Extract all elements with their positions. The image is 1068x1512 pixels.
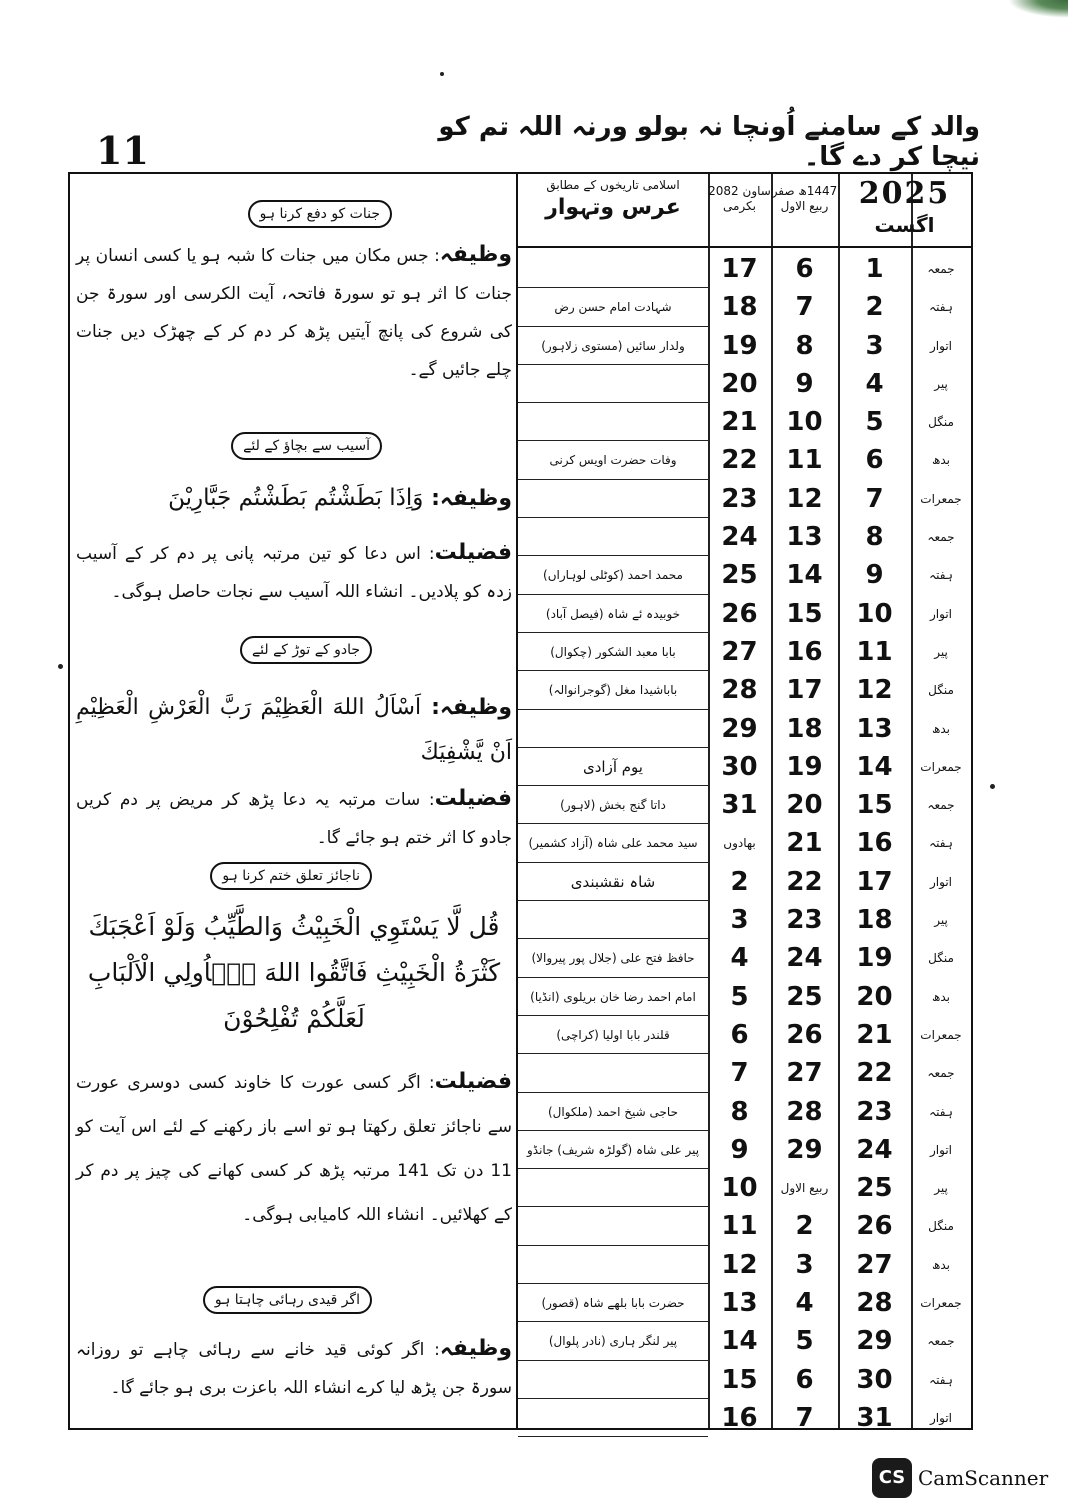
cell-date: 10	[856, 598, 893, 629]
gregorian-header	[838, 174, 971, 248]
cell-hijri: 22	[786, 866, 823, 897]
cell-weekday: اتوار	[929, 338, 952, 353]
cell-desi: 17	[721, 254, 758, 284]
cell-weekday: ہفتہ	[929, 300, 953, 315]
cell-hijri: 13	[786, 522, 823, 553]
calendar-row	[518, 1399, 971, 1437]
cell-hijri: 15	[786, 598, 823, 629]
margin-dot	[58, 664, 63, 669]
cell-weekday: ہفتہ	[929, 1372, 953, 1387]
cell-hijri: 17	[786, 675, 823, 706]
fazilat-text: : سات مرتبہ یہ دعا پڑھ کر مریض پر دم کریں جادو کا اثر ختم ہو جائے گا۔	[76, 790, 512, 848]
cell-date: 21	[856, 1019, 893, 1050]
cell-hijri: 10	[786, 407, 823, 438]
cell-weekday: جمعرات	[920, 1296, 962, 1311]
cell-desi: 29	[721, 713, 758, 744]
header-proverb: والد کے سامنے اُونچا نہ بولو ورنہ اللہ تم کو نیچا کر دے گا۔	[438, 112, 980, 172]
cell-desi: 20	[721, 368, 758, 399]
cell-hijri: 27	[786, 1058, 823, 1089]
calendar-row	[518, 1284, 971, 1322]
cell-weekday: بدھ	[931, 989, 951, 1004]
margin-dot	[440, 72, 444, 76]
cell-weekday: جمعہ	[927, 1334, 955, 1349]
cell-date: 23	[856, 1096, 893, 1127]
calendar-header	[518, 174, 971, 248]
cell-hijri: 5	[795, 1326, 814, 1357]
cell-date: 27	[856, 1249, 893, 1280]
cell-desi: بھادوں	[723, 836, 756, 851]
calendar-row	[518, 1169, 971, 1207]
cell-event	[518, 1361, 708, 1399]
cell-hijri: 28	[786, 1096, 823, 1127]
cell-hijri: 6	[795, 1364, 814, 1395]
cell-hijri: 25	[786, 981, 823, 1012]
cell-event: داتا گنج بخش (لاہور)	[518, 786, 708, 824]
cell-weekday: پیر	[934, 644, 948, 659]
section-jadu-wazifa: وظیفہ: اَسْاَلُ اللهَ الْعَظِيْمَ رَبَّ الْعَرْشِ الْعَظِيْمِ اَنْ يَّشْفِيَكَ	[76, 695, 512, 765]
events-title: عرس وتہوار	[545, 195, 681, 220]
camscanner-logo: CS	[872, 1458, 912, 1498]
cell-hijri: 11	[786, 445, 823, 476]
section-aseeb-fazilat	[76, 534, 512, 611]
calendar-row	[518, 978, 971, 1016]
cell-date: 1	[865, 254, 884, 284]
cell-weekday: پیر	[934, 376, 948, 391]
calendar-table	[518, 174, 971, 1433]
section-title-najaiz: ناجائز تعلق ختم کرنا ہو	[210, 862, 372, 890]
calendar-row	[518, 250, 971, 288]
cell-desi: 12	[721, 1249, 758, 1280]
calendar-row	[518, 1054, 971, 1092]
cell-desi: 8	[730, 1096, 749, 1127]
cell-desi: 23	[721, 483, 758, 514]
cell-desi: 24	[721, 522, 758, 553]
cell-date: 15	[856, 790, 893, 821]
cell-weekday: اتوار	[929, 606, 952, 621]
cell-desi: 21	[721, 407, 758, 438]
cell-weekday: اتوار	[929, 874, 952, 889]
cell-weekday: ہفتہ	[929, 568, 953, 583]
section-jadu-fazilat	[76, 780, 512, 857]
cell-hijri: 4	[795, 1288, 814, 1319]
cell-desi: 4	[730, 943, 749, 974]
cell-date: 31	[856, 1402, 893, 1433]
cell-event	[518, 1169, 708, 1207]
cell-desi: 11	[721, 1211, 758, 1242]
calendar-row	[518, 365, 971, 403]
cell-hijri: 19	[786, 751, 823, 782]
cell-desi: 27	[721, 636, 758, 667]
calendar-row	[518, 441, 971, 479]
fazilat-text: : اس دعا کو تین مرتبہ پانی پر دم کر کے آسیب زدہ کو پلادیں۔ انشاء اللہ آسیب سے نجات حاصل ہوگی۔	[76, 544, 512, 602]
cell-desi: 18	[721, 292, 758, 323]
cell-date: 13	[856, 713, 893, 744]
cell-event	[518, 1207, 708, 1245]
cell-weekday: منگل	[928, 951, 954, 966]
cell-hijri: 7	[795, 1402, 814, 1433]
cell-date: 26	[856, 1211, 893, 1242]
calendar-rows	[518, 250, 971, 1437]
cell-event: سید محمد علی شاہ (آزاد کشمیر)	[518, 824, 708, 862]
cell-event	[518, 518, 708, 556]
cell-weekday: جمعہ	[927, 530, 955, 545]
cell-desi: 31	[721, 790, 758, 821]
fazilat-label: فضیلت	[434, 786, 512, 811]
cell-date: 12	[856, 675, 893, 706]
margin-dot	[990, 784, 995, 789]
cell-desi: 16	[721, 1402, 758, 1433]
cell-weekday: جمعرات	[920, 1027, 962, 1042]
calendar-month: اگست	[874, 213, 935, 237]
wazifa-arabic: اَسْاَلُ اللهَ الْعَظِيْمَ رَبَّ الْعَرْشِ الْعَظِيْمِ اَنْ يَّشْفِيَكَ	[76, 695, 512, 765]
cell-desi: 22	[721, 445, 758, 476]
cell-desi: 2	[730, 866, 749, 897]
calendar-row	[518, 1016, 971, 1054]
cell-date: 30	[856, 1364, 893, 1395]
cell-event: باباشیدا مغل (گوجرانوالہ)	[518, 671, 708, 709]
cell-event	[518, 365, 708, 403]
cell-event	[518, 250, 708, 288]
wazaif-column	[74, 180, 512, 1420]
events-caption: اسلامی تاریخوں کے مطابق	[546, 178, 680, 192]
cell-weekday: منگل	[928, 415, 954, 430]
calendar-row	[518, 1246, 971, 1284]
cell-date: 16	[856, 828, 893, 859]
cell-hijri: 14	[786, 560, 823, 591]
cell-weekday: جمعہ	[927, 262, 955, 276]
cell-hijri: 29	[786, 1134, 823, 1165]
cell-weekday: جمعرات	[920, 759, 962, 774]
cell-event	[518, 901, 708, 939]
wazifa-arabic: وَاِذَا بَطَشْتُم بَطَشْتُم جَبَّارِيْنَ	[168, 485, 424, 511]
cell-date: 3	[865, 330, 884, 361]
camscanner-text: CamScanner	[918, 1466, 1049, 1490]
cell-desi: 28	[721, 675, 758, 706]
calendar-row	[518, 1131, 971, 1169]
cell-date: 5	[865, 407, 884, 438]
cell-weekday: جمعہ	[927, 1066, 955, 1081]
section-title-jadu: جادو کے توڑ کے لئے	[240, 636, 372, 664]
cell-weekday: ہفتہ	[929, 836, 953, 851]
cell-hijri: 7	[795, 292, 814, 323]
hijri-header-text: 1447ھ صفر ربیع الاول	[771, 184, 838, 213]
section-title-jinn: جنات کو دفع کرنا ہو	[248, 200, 392, 228]
cell-date: 17	[856, 866, 893, 897]
cell-desi: 9	[730, 1134, 749, 1165]
wazifa-label: وظیفہ	[439, 1336, 512, 1361]
cell-weekday: جمعہ	[927, 798, 955, 813]
cell-event: پیر لنگر ہاری (نادر پلوال)	[518, 1322, 708, 1360]
cell-desi: 19	[721, 330, 758, 361]
cell-hijri: 24	[786, 943, 823, 974]
cell-date: 6	[865, 445, 884, 476]
section-title-aseeb: آسیب سے بچاؤ کے لئے	[231, 432, 382, 460]
cell-desi: 13	[721, 1288, 758, 1319]
cell-event	[518, 710, 708, 748]
calendar-row	[518, 518, 971, 556]
cell-hijri: ربیع الاول	[780, 1181, 829, 1196]
calendar-row	[518, 824, 971, 862]
cell-hijri: 23	[786, 905, 823, 936]
cell-event: حافظ فتح علی (جلال پور پیروالا)	[518, 939, 708, 977]
cell-event: وفات حضرت اویس کرنی	[518, 441, 708, 479]
cell-event: شہادت امام حسن رض	[518, 288, 708, 326]
cell-desi: 14	[721, 1326, 758, 1357]
calendar-row	[518, 595, 971, 633]
cell-hijri: 16	[786, 636, 823, 667]
calendar-row	[518, 327, 971, 365]
fazilat-label: فضیلت	[434, 540, 512, 565]
calendar-row	[518, 1207, 971, 1245]
calendar-year: 2025	[858, 176, 951, 211]
cell-desi: 25	[721, 560, 758, 591]
cell-hijri: 12	[786, 483, 823, 514]
cell-event: حضرت بابا بلھے شاہ (قصور)	[518, 1284, 708, 1322]
cell-event: خوبیدہ ئے شاہ (فیصل آباد)	[518, 595, 708, 633]
cell-weekday: جمعرات	[920, 491, 962, 506]
cell-date: 7	[865, 483, 884, 514]
cell-event: محمد احمد (کوٹلی لوہاراں)	[518, 556, 708, 594]
calendar-row	[518, 403, 971, 441]
cell-date: 11	[856, 636, 893, 667]
cell-desi: 5	[730, 981, 749, 1012]
cell-weekday: بدھ	[931, 1257, 951, 1272]
wazifa-text: : اگر کوئی قید خانے سے رہائی چاہے تو روزانہ سورۃ جن پڑھ لیا کرے انشاء اللہ باعزت بری ہو جائے گا۔	[76, 1340, 512, 1398]
calendar-row	[518, 748, 971, 786]
cell-date: 25	[856, 1173, 893, 1204]
desi-header	[708, 174, 771, 248]
cell-hijri: 21	[786, 828, 823, 859]
cell-event: پیر علی شاہ (گولڑہ شریف) جانڈو	[518, 1131, 708, 1169]
cell-date: 22	[856, 1058, 893, 1089]
cell-date: 9	[865, 560, 884, 591]
fazilat-text: : اگر کسی عورت کا خاوند کسی دوسری عورت سے ناجائز تعلق رکھتا ہو تو اسے باز رکھنے کے لئے اس آیت کو 11 دن تک 141 مرتبہ پڑھ کر کسی کھانے کی چیز پر دم کر کے کھلائیں۔ انشاء اللہ کامیابی ہوگی۔	[76, 1073, 512, 1225]
calendar-row	[518, 710, 971, 748]
calendar-row	[518, 1322, 971, 1360]
cell-event: یوم آزادی	[518, 748, 708, 786]
cell-hijri: 8	[795, 330, 814, 361]
cell-hijri: 18	[786, 713, 823, 744]
cell-date: 29	[856, 1326, 893, 1357]
cell-weekday: ہفتہ	[929, 1104, 953, 1119]
cell-event: بابا معبد الشکور (چکوال)	[518, 633, 708, 671]
cell-event	[518, 480, 708, 518]
cell-date: 24	[856, 1134, 893, 1165]
cell-event: حاجی شیخ احمد (ملکوال)	[518, 1093, 708, 1131]
calendar-row	[518, 939, 971, 977]
cell-hijri: 20	[786, 790, 823, 821]
cell-weekday: پیر	[934, 913, 948, 928]
calendar-row	[518, 480, 971, 518]
section-title-qaidi: اگر قیدی رہائی چاہتا ہو	[203, 1286, 372, 1314]
cell-event	[518, 1399, 708, 1437]
cell-weekday: منگل	[928, 1219, 954, 1234]
cell-desi: 3	[730, 905, 749, 936]
najaiz-arabic-verse: قُل لَّا يَسْتَوِي الْخَبِيْثُ وَالطَّيِّبُ وَلَوْ اَعْجَبَكَ كَثْرَةُ الْخَبِيْثِ فَاتَّقُوا اللهَ يٰۤاُولِي الْاَلْبَابِ لَعَلَّكُمْ تُفْلِحُوْنَ	[87, 912, 501, 1033]
cell-weekday: منگل	[928, 683, 954, 698]
wazifa-label: وظیفہ	[439, 695, 512, 720]
calendar-row	[518, 786, 971, 824]
cell-desi: 30	[721, 751, 758, 782]
cell-hijri: 26	[786, 1019, 823, 1050]
cell-desi: 10	[721, 1173, 758, 1204]
calendar-row	[518, 1093, 971, 1131]
calendar-row	[518, 556, 971, 594]
cell-event: قلندر بابا اولیا (کراچی)	[518, 1016, 708, 1054]
wazifa-label: وظیفہ	[439, 486, 512, 511]
calendar-row	[518, 288, 971, 326]
page-number: 11	[96, 128, 149, 173]
cell-date: 18	[856, 905, 893, 936]
cell-date: 8	[865, 522, 884, 553]
cell-weekday: پیر	[934, 1181, 948, 1196]
calendar-row	[518, 901, 971, 939]
cell-weekday: بدھ	[931, 721, 951, 736]
cell-date: 4	[865, 368, 884, 399]
desi-header-text: ساون 2082 بکرمی	[708, 184, 771, 213]
section-najaiz-fazilat	[76, 1060, 512, 1237]
section-qaidi-text	[76, 1330, 512, 1407]
cell-hijri: 9	[795, 368, 814, 399]
section-aseeb-wazifa: وظیفہ: وَاِذَا بَطَشْتُم بَطَشْتُم جَبَّارِيْنَ	[168, 485, 512, 511]
wazifa-text: : جس مکان میں جنات کا شبہ ہو یا کسی انسان پر جنات کا اثر ہو تو سورۃ فاتحہ، آیت الکرسی اور سورۃ جن کی شروع کی پانچ آیتیں پڑھ کر دم کر کے چھڑک دیں جنات چلے جائیں گے۔	[76, 246, 512, 380]
cell-hijri: 6	[795, 254, 814, 284]
cell-event	[518, 1246, 708, 1284]
cell-event	[518, 403, 708, 441]
cell-desi: 6	[730, 1019, 749, 1050]
cell-date: 2	[865, 292, 884, 323]
cell-date: 19	[856, 943, 893, 974]
cell-hijri: 2	[795, 1211, 814, 1242]
calendar-row	[518, 633, 971, 671]
cell-weekday: اتوار	[929, 1142, 952, 1157]
cell-date: 14	[856, 751, 893, 782]
cell-desi: 15	[721, 1364, 758, 1395]
calendar-row	[518, 671, 971, 709]
cell-weekday: اتوار	[929, 1410, 952, 1425]
cell-date: 28	[856, 1288, 893, 1319]
calendar-row	[518, 863, 971, 901]
wazifa-label: وظیفہ	[439, 242, 512, 267]
calendar-row	[518, 1361, 971, 1399]
cell-desi: 7	[730, 1058, 749, 1089]
cell-event: شاہ نقشبندی	[518, 863, 708, 901]
cell-desi: 26	[721, 598, 758, 629]
fazilat-label: فضیلت	[434, 1069, 512, 1094]
cell-weekday: بدھ	[931, 453, 951, 468]
page-corner-shadow	[1008, 0, 1068, 18]
cell-event: ولدار سائیں (مستوی زلاہور)	[518, 327, 708, 365]
cell-date: 20	[856, 981, 893, 1012]
cell-event: امام احمد رضا خان بریلوی (انڈیا)	[518, 978, 708, 1016]
section-jinn-text	[76, 236, 512, 389]
hijri-header	[771, 174, 838, 248]
cell-event	[518, 1054, 708, 1092]
events-header	[518, 174, 708, 248]
cell-hijri: 3	[795, 1249, 814, 1280]
